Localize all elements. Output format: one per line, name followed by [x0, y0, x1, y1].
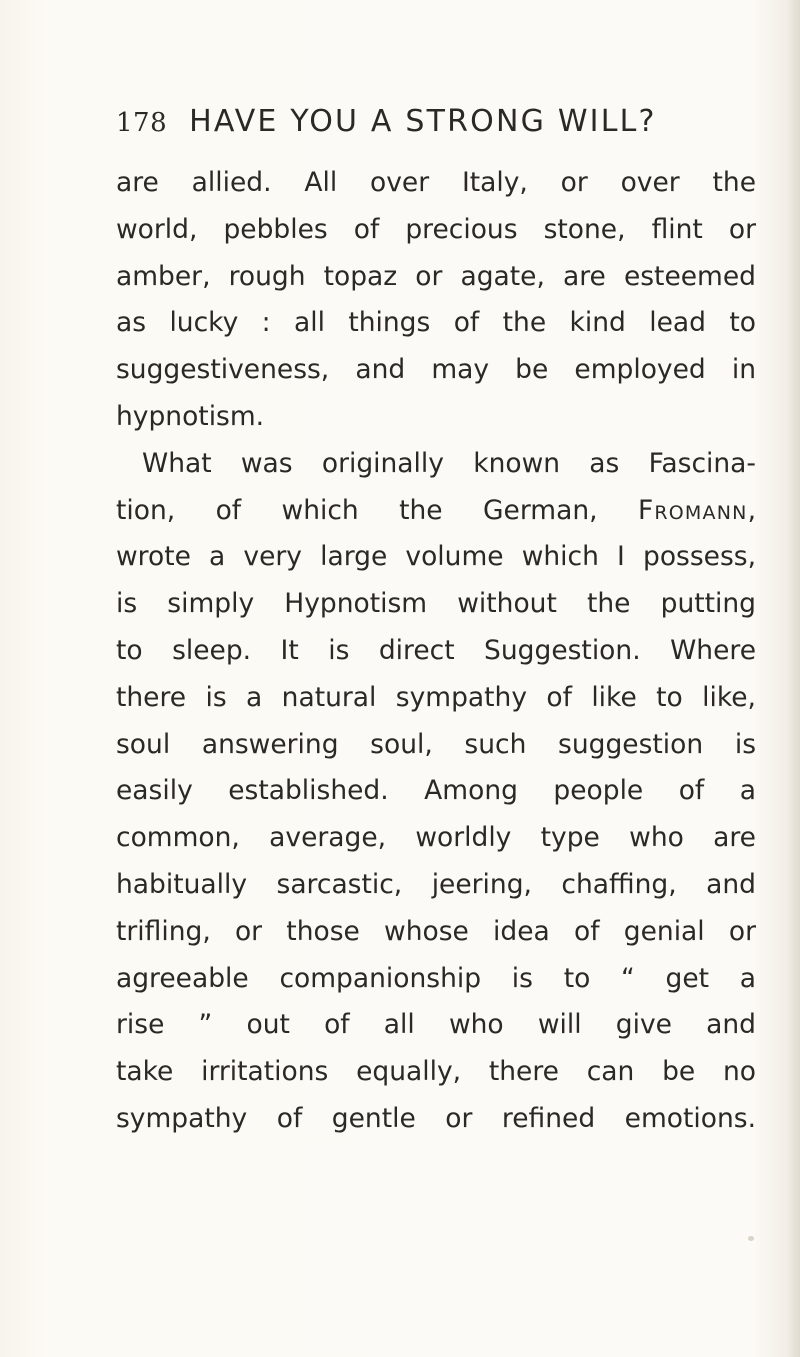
running-head [116, 104, 756, 148]
text-line: trifling, or those whose idea of genial or [116, 915, 756, 947]
text-line: suggestiveness, and may be employed in [116, 354, 756, 386]
text-fragment: tion, of which the German, [116, 494, 638, 526]
text-line: is simply Hypnotism without the putting [116, 588, 756, 620]
text-line-with-name [116, 488, 756, 535]
text-line: agreeable companionship is to “ get a [116, 962, 756, 994]
text-line: amber, rough topaz or agate, are esteemed [116, 260, 756, 292]
text-line: there is a natural sympathy of like to like, [116, 681, 756, 713]
text-line: sympathy of gentle or refined emotions. [116, 1102, 756, 1134]
text-line: world, pebbles of precious stone, flint or [116, 213, 756, 245]
text-line: What was originally known as Fascina- [142, 447, 756, 479]
text-line: rise ” out of all who will give and [116, 1009, 756, 1041]
author-name-smallcaps: Fromann [637, 494, 748, 526]
text-line: easily established. Among people of a [116, 775, 756, 807]
text-line: hypnotism. [116, 400, 265, 432]
page-number: 178 [116, 108, 168, 138]
text-fragment: , [747, 494, 756, 526]
text-line: common, average, worldly type who are [116, 822, 756, 854]
text-line: soul answering soul, such suggestion is [116, 728, 756, 760]
ink-smudge [748, 1236, 754, 1241]
text-line: to sleep. It is direct Suggestion. Where [116, 634, 756, 666]
body-text [116, 160, 756, 1143]
running-head-title: HAVE YOU A STRONG WILL? [189, 104, 657, 139]
text-line: take irritations equally, there can be no [116, 1056, 756, 1088]
text-line: are allied. All over Italy, or over the [116, 167, 756, 198]
text-line: habitually sarcastic, jeering, chaffing, and [116, 868, 756, 900]
text-line: wrote a very large volume which I possess, [116, 541, 756, 573]
page-edge-shadow [786, 0, 800, 1357]
text-line: as lucky : all things of the kind lead to [116, 307, 756, 339]
